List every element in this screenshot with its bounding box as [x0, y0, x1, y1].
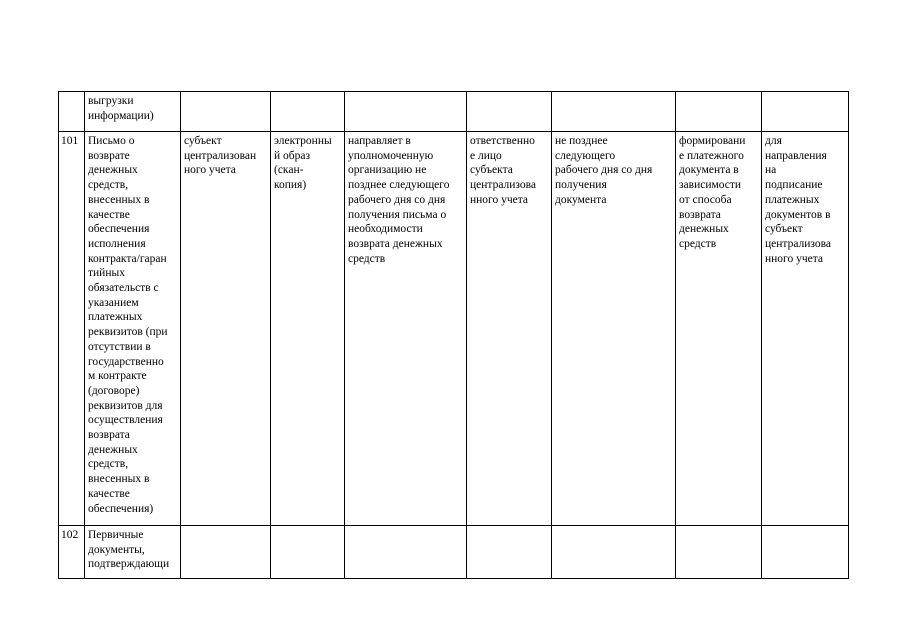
table-row — [59, 132, 849, 526]
action-cell: направляет в уполномоченную организацию не позднее следующего рабочего дня со дня получения письма о необходимости возврата денежных средств — [345, 132, 467, 526]
format-cell — [271, 92, 345, 132]
format-cell — [271, 526, 345, 579]
row-number-cell — [59, 92, 85, 132]
document-name-cell: Письмо о возврате денежных средств, внесенных в качестве обеспечения исполнения контракта/гаран тийных обязательств с указанием платежных реквизитов (при отсутствии в государственно м контракте (договоре) реквизитов для осуществления возврата денежных средств, внесенных в качестве обеспечения) — [85, 132, 181, 526]
deadline-cell — [552, 92, 676, 132]
format-cell: электронны й образ (скан- копия) — [271, 132, 345, 526]
action-cell — [345, 526, 467, 579]
result-cell — [676, 92, 762, 132]
document-name-cell: выгрузки информации) — [85, 92, 181, 132]
result-cell — [676, 526, 762, 579]
row-number-cell: 102 — [59, 526, 85, 579]
deadline-cell: не позднее следующего рабочего дня со дня получения документа — [552, 132, 676, 526]
party-cell — [181, 526, 271, 579]
party-cell: субъект централизован ного учета — [181, 132, 271, 526]
result-cell: формировани е платежного документа в зависимости от способа возврата денежных средств — [676, 132, 762, 526]
document-name-cell: Первичные документы, подтверждающи — [85, 526, 181, 579]
purpose-cell — [762, 92, 849, 132]
responsible-cell — [467, 526, 552, 579]
party-cell — [181, 92, 271, 132]
responsible-cell: ответственно е лицо субъекта централизова нного учета — [467, 132, 552, 526]
action-cell — [345, 92, 467, 132]
table-row — [59, 526, 849, 579]
table-row — [59, 92, 849, 132]
responsible-cell — [467, 92, 552, 132]
purpose-cell: для направления на подписание платежных документов в субъект централизова нного учета — [762, 132, 849, 526]
deadline-cell — [552, 526, 676, 579]
row-number-cell: 101 — [59, 132, 85, 526]
purpose-cell — [762, 526, 849, 579]
document-table — [58, 91, 849, 579]
